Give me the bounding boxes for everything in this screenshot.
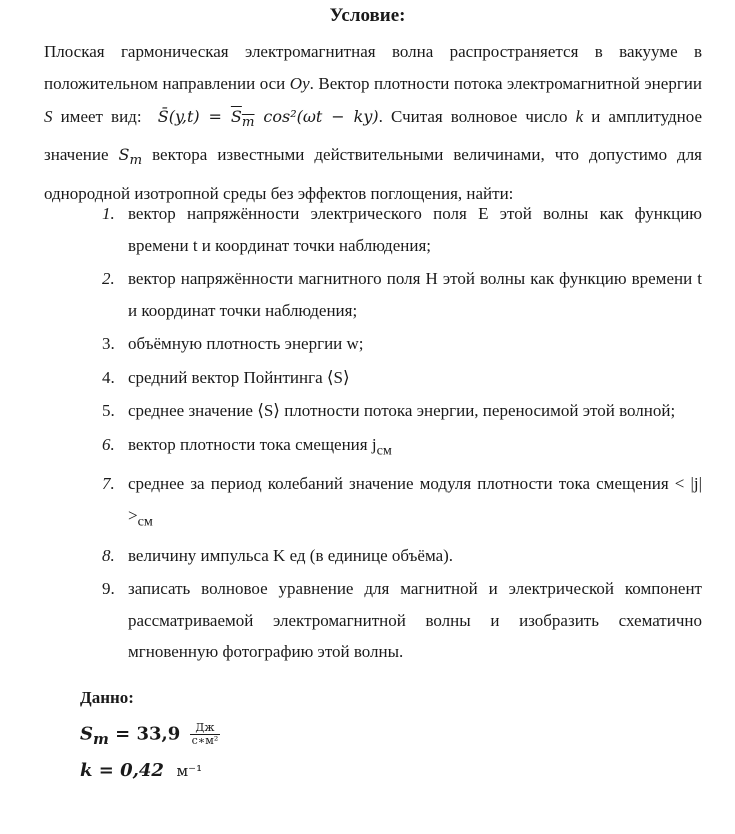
formula-lhs: S̄(y,t) = [157,106,231,126]
s-symbol: S [44,106,53,126]
problem-text-f: вектора известными действительными величинами, что допустимо для однородной изотропной среды без эффектов поглощения, найти: [44,145,703,203]
problem-text-e: и амплитудное значение [44,106,703,165]
task-item-7: 7. среднее за период колебаний значение модуля плотности тока смещения < $|j| >_{см}$ [102,474,702,530]
task-item-5: 5. среднее значение ⟨S⟩ плотности потока энергии, переносимой этой волной; [102,401,676,420]
task-item-2: 2. вектор напряжённости магнитного поля H этой волны как функцию времени t и координат точки наблюдения; [102,269,702,320]
problem-text-b: . Вектор плотности потока электромагнитной энергии [309,74,702,94]
k-symbol: k [575,106,584,126]
problem-text-a: Плоская гармоническая электромагнитная волна распространяется в вакууме в положительном направлении оси [44,42,702,94]
task-item-8: 8. величину импульса K ед (в единице объёма). [102,545,454,565]
given-sm: $S_m = 33,9$ $\frac{Дж}{\text{с∗м²}}$ [80,721,219,749]
problem-statement [44,36,702,210]
k-unit: м⁻¹ [176,762,203,780]
sm-symbol: $S_m$ [118,145,143,169]
axis-symbol: Oy [289,74,310,94]
formula-amplitude: $S_m$ [230,106,255,130]
task-list [0,198,735,670]
task-item-3: 3. объёмную плотность энергии w; [102,334,364,353]
problem-text-c: имеет вид: [52,106,150,126]
task-item-6: 6. вектор плотности тока смещения $j_{см}$ [102,434,392,458]
task6-subscript: см [376,441,392,458]
given-label: Данно: [80,688,134,707]
problem-text-d: . Считая волновое число [378,106,576,126]
condition-title: Условие: [329,5,406,26]
given-k: k = 0,42 м⁻¹ [80,760,203,781]
task-item-9: 9. записать волновое уравнение для магнитной и электрической компонент рассматриваемой электромагнитной волны и изобразить схематично мгновенную фотографию этой волны. [102,579,702,662]
task-item-4: 4. средний вектор Пойнтинга ⟨S⟩ [102,367,350,387]
formula-rhs: cos²(ωt − ky) [254,106,379,126]
poynting-formula [157,106,379,130]
task7-subscript: см [137,513,153,530]
sm-unit-fraction: $\frac{Дж}{\text{с∗м²}}$ [191,721,219,747]
task-item-1: 1. вектор напряжённости электрического поля E этой волны как функцию времени t и координат точки наблюдения; [102,204,702,255]
